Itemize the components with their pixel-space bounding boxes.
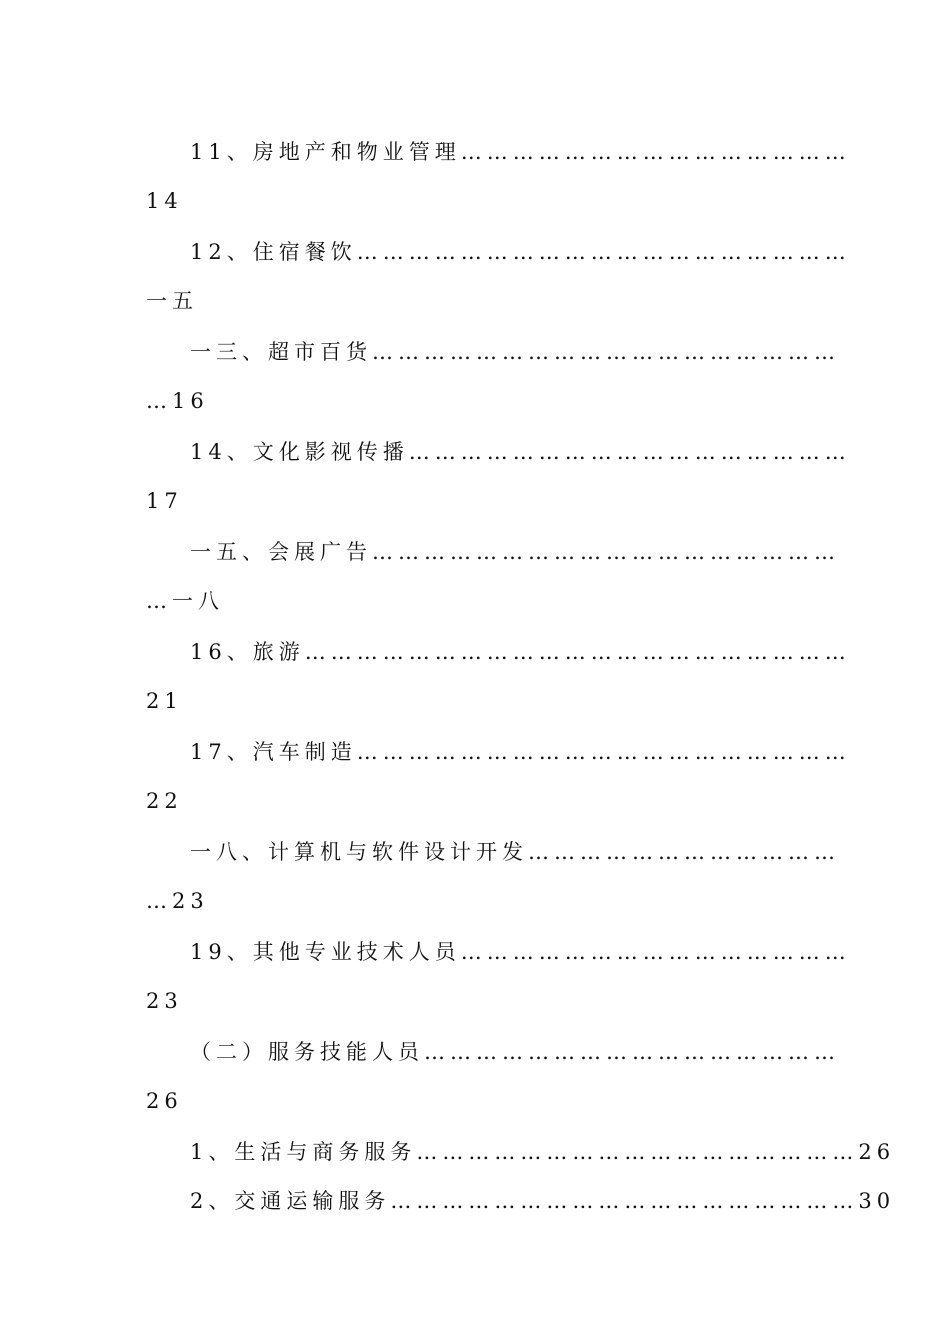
toc-entry-tourism-page: 21 [146, 689, 183, 713]
toc-entry-service-skills-page: 26 [146, 1089, 183, 1113]
toc-entry-automobile-page: 22 [146, 789, 183, 813]
toc-entry-culture-media-page: 17 [146, 489, 183, 513]
toc-entry-culture-media: 14、文化影视传播…………………………………………… [190, 440, 851, 464]
toc-entry-real-estate: 11、房地产和物业管理……………………………………… [190, 140, 851, 164]
toc-entry-automobile: 17、汽车制造………………………………………………… [190, 740, 851, 764]
toc-entry-lodging-catering: 12、住宿餐饮………………………………………………… [190, 240, 851, 264]
toc-entry-real-estate-page: 14 [146, 189, 183, 213]
toc-entry-exhibition-ads: 一五、会展广告……………………………………………… [190, 540, 840, 564]
toc-entry-exhibition-ads-page: …一八 [146, 589, 224, 613]
toc-entry-supermarket-page: …16 [146, 389, 209, 413]
toc-entry-computer-software-page: …23 [146, 889, 209, 913]
toc-entry-life-business-services: 1、生活与商务服务……………………………………………26 [190, 1140, 896, 1164]
toc-entry-computer-software: 一八、计算机与软件设计开发……………………………… [190, 840, 840, 864]
toc-entry-supermarket: 一三、超市百货……………………………………………… [190, 340, 840, 364]
toc-entry-transport-services: 2、交通运输服务………………………………………………30 [190, 1189, 896, 1213]
toc-entry-tourism: 16、旅游……………………………………………………… [190, 640, 851, 664]
toc-entry-service-skills: （二）服务技能人员………………………………………… [190, 1040, 840, 1064]
toc-entry-other-professionals-page: 23 [146, 989, 183, 1013]
toc-entry-other-professionals: 19、其他专业技术人员……………………………………… [190, 940, 851, 964]
toc-entry-lodging-catering-page: 一五 [146, 289, 198, 313]
